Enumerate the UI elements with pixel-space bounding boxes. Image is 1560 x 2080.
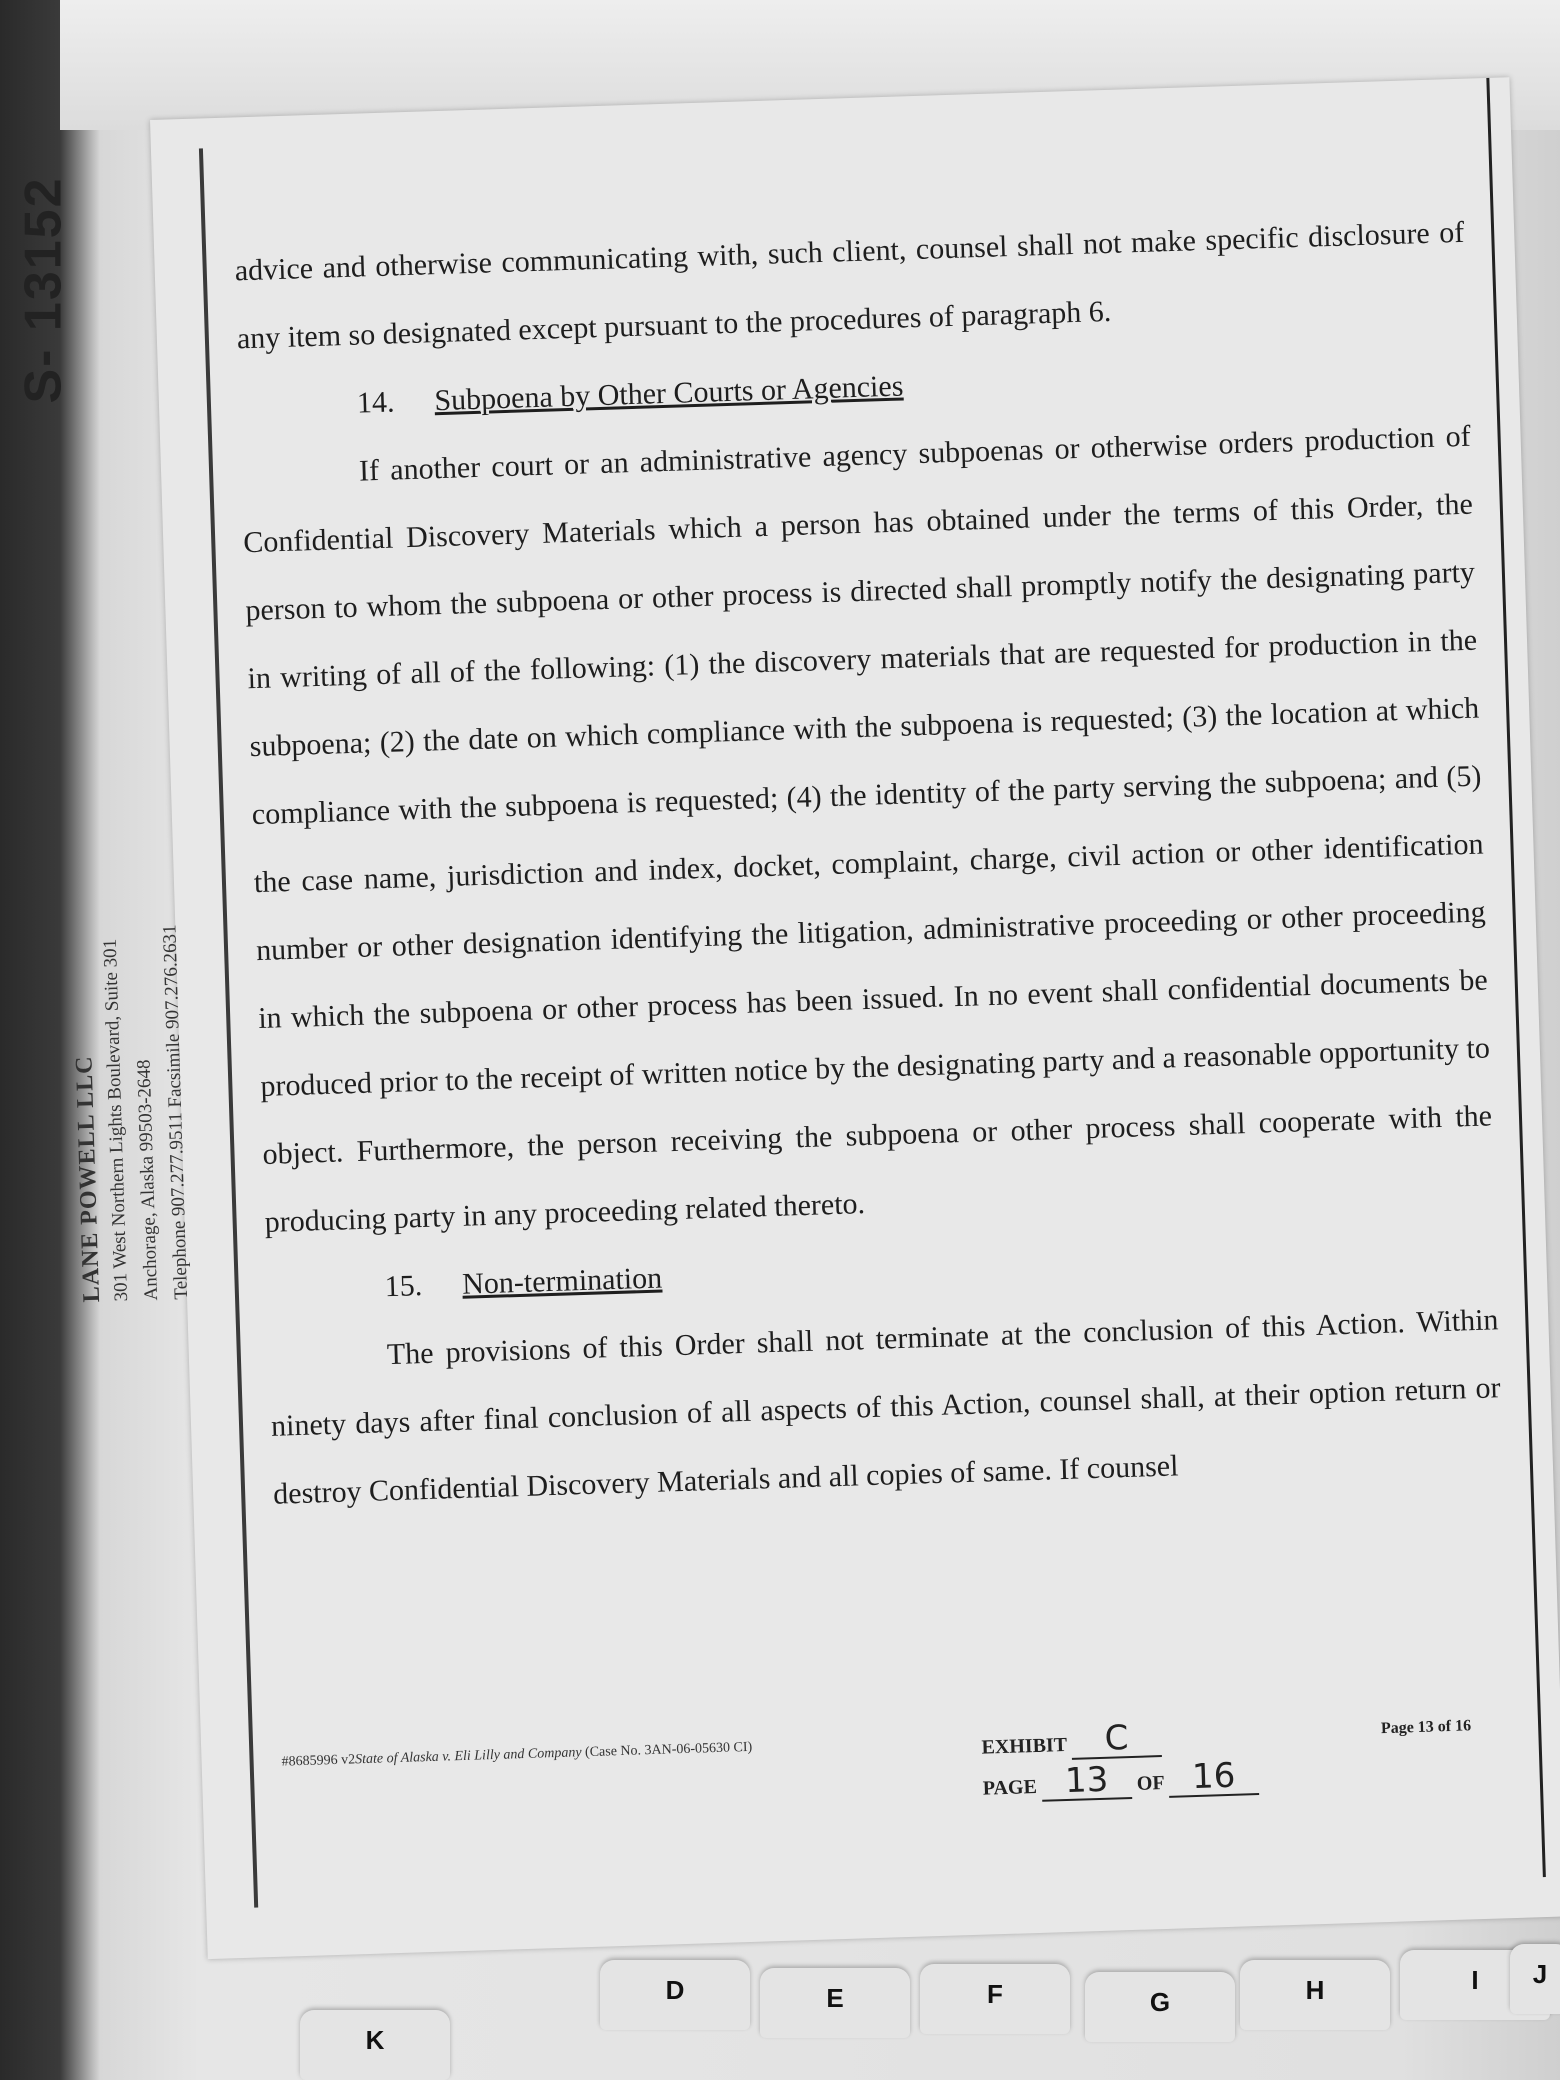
section-14-number: 14. xyxy=(356,385,395,420)
page-footer xyxy=(281,1708,1514,1847)
tab-i[interactable]: I xyxy=(1400,1950,1550,2020)
tab-d[interactable]: D xyxy=(600,1960,750,2030)
section-15-paragraph: The provisions of this Order shall not terminate at the conclusion of this Action. Within ninety days after final conclusion of all aspects of this Action, counsel shall, at their option return or destroy Confidential Discovery Materials and all copies of same. If counsel xyxy=(270,1303,1502,1511)
index-tabs xyxy=(100,1950,1560,2080)
firm-letterhead xyxy=(61,779,197,1303)
tab-e[interactable]: E xyxy=(760,1968,910,2038)
footer-citation xyxy=(281,1740,752,1771)
exhibit-label: EXHIBIT xyxy=(981,1734,1068,1759)
tab-f[interactable]: F xyxy=(920,1964,1070,2034)
bates-stamp: S- 13152 xyxy=(14,176,73,404)
of-value: 16 xyxy=(1168,1757,1259,1798)
firm-address-line1: 301 West Northern Lights Boulevard, Suite 301 xyxy=(99,938,133,1302)
firm-name: LANE POWELL LLC xyxy=(71,1055,106,1303)
intro-paragraph: advice and otherwise communicating with, such client, counsel shall not make specific disclosure of any item so designated except pursuant to the procedures of paragraph 6. xyxy=(234,215,1465,356)
tab-g[interactable]: G xyxy=(1085,1972,1235,2042)
of-label: OF xyxy=(1136,1771,1165,1795)
section-15-title: Non-termination xyxy=(461,1261,663,1301)
case-number: (Case No. 3AN-06-05630 CI) xyxy=(584,1739,753,1761)
tab-h[interactable]: H xyxy=(1240,1960,1390,2030)
section-14-title: Subpoena by Other Courts or Agencies xyxy=(433,369,904,418)
firm-address-line2: Anchorage, Alaska 99503-2648 xyxy=(133,1059,163,1301)
tab-k[interactable]: K xyxy=(300,2010,450,2080)
document-page xyxy=(71,77,1560,1959)
section-15-number: 15. xyxy=(384,1269,423,1304)
page-label: PAGE xyxy=(982,1775,1038,1800)
doc-id: #8685996 v2 xyxy=(281,1752,356,1770)
exhibit-value: C xyxy=(1071,1719,1162,1760)
tab-j[interactable]: J xyxy=(1510,1944,1560,2014)
firm-phones: Telephone 907.277.9511 Facsimile 907.276.2631 xyxy=(159,924,193,1300)
section-14-paragraph: If another court or an administrative agency subpoenas or otherwise orders production of Confidential Discovery Materials which a person has obtained under the terms of this Order, the person to whom the subpoena or other process is directed shall promptly notify the designating party in writing of all of the following: (1) the discovery materials that are requested for production in the subpoena; (2) the date on which compliance with the subpoena is requested; (3) the location at which compliance with the subpoena is requested; (4) the identity of the party serving the subpoena; and (5) the case name, jurisdiction and index, docket, complaint, charge, civil action or other identification number or other designation identifying the litigation, administrative proceeding or other proceeding in which the subpoena or other process has been issued. In no event shall confidential documents be produced prior to the receipt of written notice by the designating party and a reasonable opportunity to object. Furthermore, the person receiving the subpoena or other process shall cooperate with the producing party in any proceeding related thereto. xyxy=(242,419,1493,1239)
exhibit-stamp xyxy=(981,1716,1260,1807)
page-number: Page 13 of 16 xyxy=(1380,1717,1472,1738)
case-title: State of Alaska v. Eli Lilly and Company xyxy=(354,1745,582,1768)
body-text xyxy=(234,199,1504,1529)
page-value: 13 xyxy=(1041,1761,1132,1802)
